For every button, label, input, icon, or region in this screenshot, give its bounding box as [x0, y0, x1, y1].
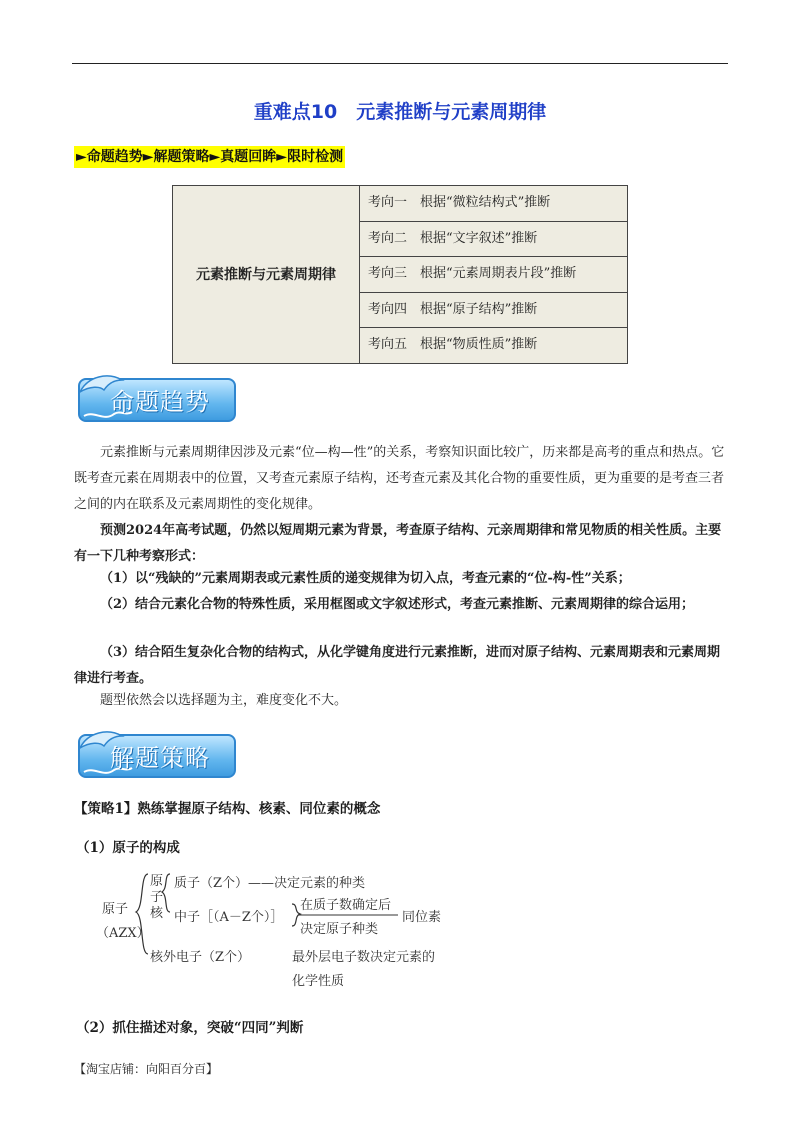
footer-shop: 【淘宝店铺：向阳百分百】: [74, 1062, 219, 1076]
outline-item: 考向一 根据“微粒结构式”推断: [360, 186, 628, 222]
trend-conclusion: 题型依然会以选择题为主，难度变化不大。: [100, 693, 348, 708]
diagram-neutron-note-a: 在质子数确定后: [300, 898, 392, 913]
diagram-proton: 质子（Z个）——决定元素的种类: [174, 876, 366, 891]
trend-paragraph: 元素推断与元素周期律因涉及元素“位—构—性”的关系，考察知识面比较广，历来都是高考的重点和热点。它既考查元素在周期表中的位置，又考查元素原子结构，还考查元素及其化合物的重要性质，更为重要的是考查三者之间的内在联系及元素周期性的变化规律。: [74, 445, 725, 512]
outline-item: 考向五 根据“物质性质”推断: [360, 328, 628, 364]
page-title: 重难点10 元素推断与元素周期律: [253, 101, 547, 123]
outline-item: 考向二 根据“文字叙述”推断: [360, 221, 628, 257]
trend-point-1: （1）以“残缺的”元素周期表或元素性质的递变规律为切入点，考查元素的“位-构-性”关系；: [100, 571, 631, 586]
header-rule: [72, 63, 728, 64]
diagram-notation: （AZX）: [96, 926, 150, 941]
strategy-title: 【策略1】熟练掌握原子结构、核素、同位素的概念: [74, 801, 381, 817]
strategy-banner: [74, 726, 238, 782]
trend-point-3: （3）结合陌生复杂化合物的结构式，从化学键角度进行元素推断，进而对原子结构、元素周期表和元素周期律进行考查。: [74, 645, 721, 686]
outline-main-label: 元素推断与元素周期律: [173, 186, 360, 364]
diagram-neutron: 中子［（A－Z个）］: [174, 910, 284, 925]
outline-item: 考向三 根据“元素周期表片段”推断: [360, 257, 628, 293]
diagram-electron: 核外电子（Z个）: [150, 950, 251, 965]
diagram-electron-note-a: 最外层电子数决定元素的: [292, 950, 436, 965]
diagram-electron-note-b: 化学性质: [292, 974, 345, 989]
diagram-isotope: 同位素: [402, 910, 442, 925]
diagram-nucleus-char: 原: [150, 874, 164, 889]
diagram-nucleus-char: 子: [150, 890, 164, 905]
subheading-atom-structure: （1）原子的构成: [76, 840, 180, 856]
trend-point-2: （2）结合元素化合物的特殊性质，采用框图或文字叙述形式，考查元素推断、元素周期律的综合运用；: [100, 597, 695, 612]
section-nav: ►命题趋势►解题策略►真题回眸►限时检测: [74, 146, 345, 168]
subheading-four-same: （2）抓住描述对象，突破“四同”判断: [76, 1020, 304, 1036]
banner-label: 命题趋势: [110, 388, 210, 416]
banner-label: 解题策略: [110, 744, 210, 772]
trend-banner: [74, 370, 238, 426]
diagram-neutron-note-b: 决定原子种类: [300, 922, 379, 937]
atom-structure-diagram: [96, 868, 476, 996]
diagram-nucleus-char: 核: [150, 906, 164, 921]
topic-outline-table: [172, 185, 628, 364]
outline-item: 考向四 根据“原子结构”推断: [360, 292, 628, 328]
trend-forecast: 预测2024年高考试题，仍然以短周期元素为背景，考查原子结构、元亲周期律和常见物质的相关性质。主要有一下几种考察形式：: [74, 523, 722, 564]
diagram-atom: 原子: [102, 902, 129, 917]
